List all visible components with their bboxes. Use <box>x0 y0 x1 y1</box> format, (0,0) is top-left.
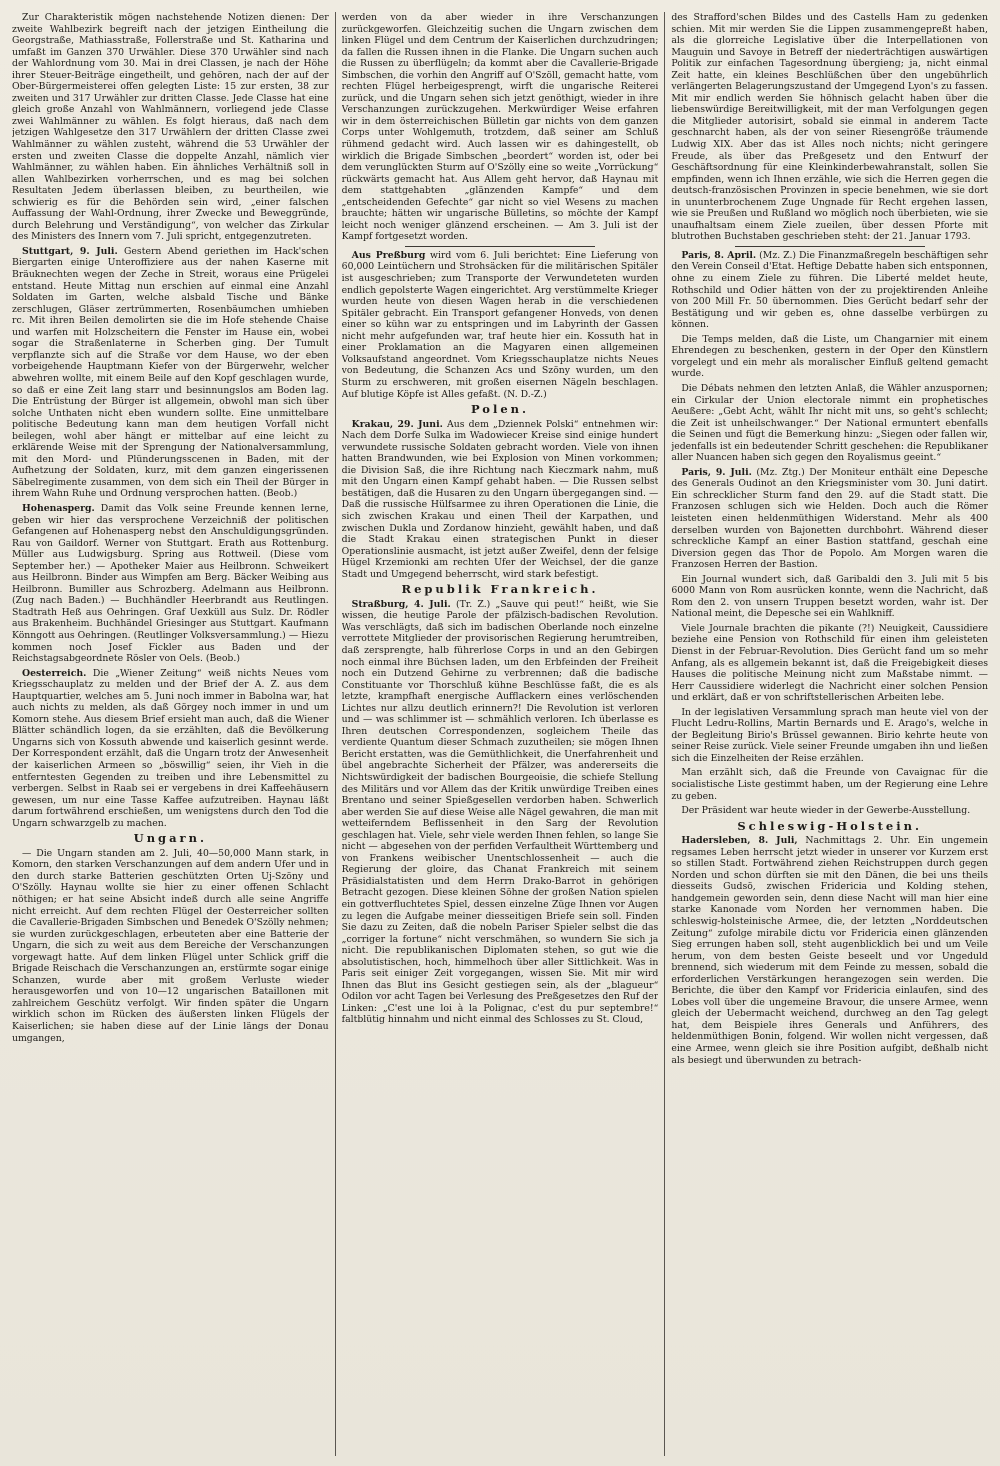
article-paragraph <box>671 623 988 704</box>
column-rule <box>664 12 665 1456</box>
article-text: Die Temps melden, daß die Liste, um Changarnier mit einem Ehrendegen zu beschenken, gestern in der Oper den Künstlern vorgelegt und ein mehr als moralischer Einfluß geltend gemacht wurde. <box>671 333 988 380</box>
article-paragraph <box>342 12 659 243</box>
column-left <box>12 12 329 1456</box>
article-text: (Mz. Ztg.) Der Moniteur enthält eine Depesche des Generals Oudinot an den Kriegsminister vom 30. Juni datirt. Ein schrecklicher Sturm fand den 29. auf die Stadt statt. Die Franzosen schlugen sich wie Helden. Doch auch die Römer leisteten einen heldenmüthigen Widerstand. Mehr als 400 derselben wurden von Bajonetten durchbohrt. Während dieser schreckliche Kampf an einer Bastion stattfand, geschah eine Diversion gegen das Thor de Popolo. Am Morgen waren die Franzosen Herren der Bastion. <box>671 466 988 571</box>
article-paragraph <box>342 250 659 400</box>
article-paragraph <box>671 250 988 331</box>
article-text: Nachmittags 2. Uhr. Ein ungemein regsames Leben herrscht jetzt wieder in unserer vor Kurzem erst so stillen Stadt. Fortwährend ziehen Reichstruppen durch gegen Norden und schon dürften sie mit den Dänen, die bei uns theils diesseits Gudsö, zwischen Fridericia und Kolding stehen, handgemein geworden sein, denn diese Nacht will man hier eine starke Kanonade vom Norden her vernommen haben. Die schleswig-holsteinische Armee, die, der letzten „Norddeutschen Zeitung“ zufolge mirabile dictu vor Fridericia einen glänzenden Sieg errungen haben soll, steht augenblicklich bei und um Veile herum, von dem besten Geiste beseelt und vor Ungeduld brennend, sich wiederum mit dem Feinde zu messen, sobald die erforderlichen Verstärkungen herangezogen sein werden. Die Berichte, die über den Kampf vor Fridericia einlaufen, sind des Lobes voll über die ungemeine Bravour, die unsere Armee, wenn gleich der Uebermacht weichend, durchweg an den Tag gelegt hat, dem Beispiele ihres Generals und Anführers, des heldenmüthigen Bonin, folgend. Wir wollen nicht vergessen, daß eine Armee, wenn gleich sie ihre Position aufgibt, deßhalb nicht als besiegt und überwunden zu betrach- <box>671 835 988 1066</box>
column-grid <box>12 12 988 1456</box>
article-text: Die „Wiener Zeitung“ weiß nichts Neues vom Kriegsschauplatz zu melden und der Brief der A. Z. aus dem Hauptquartier, welches am 5. Juni noch immer in Babolna war, hat auch nichts zu melden, als daß Görgey noch immer in und um Komorn stehe. Aus diesem Brief ersieht man auch, daß die Wiener Blätter schändlich logen, da sie erzählten, daß die Bevölkerung Ungarns sich von Kossuth abwende und kaiserlich gesinnt werde. Der Korrespondent erzählt, daß die Ungarn trotz der Anwesenheit der kaiserlichen Armeen so „böswillig“ seien, ihr Vieh in die entferntesten Gegenden zu treiben und ihre Lebensmittel zu verbergen. Selbst in Raab sei er vergebens in drei Kaffeehäusern gewesen, um nur eine Tasse Kaffee aufzutreiben. Haynau läßt darum fortwährend erschießen, um wenigstens durch den Tod die Ungarn schwarzgelb zu machen. <box>12 667 329 829</box>
article-text: Man erzählt sich, daß die Freunde von Cavaignac für die socialistische Liste gestimmt haben, um der Regierung eine Lehre zu geben. <box>671 767 988 802</box>
article-paragraph <box>671 574 988 620</box>
column-right <box>671 12 988 1456</box>
article-dateline: Hadersleben, 8. Juli, <box>681 835 798 847</box>
article-paragraph <box>12 246 329 500</box>
article-paragraph <box>342 419 659 581</box>
article-text: wird vom 6. Juli berichtet: Eine Lieferung von 60,000 Leintüchern und Strohsäcken für die militärischen Spitäler ist ausgeschrieben; zum Transporte der Verwundeteten wurden endlich gepolsterte Wagen eingerichtet. Arg verstümmelte Krieger wurden heute von diesen Wagen herab in die verschiedenen Spitäler gebracht. Ein Transport gefangener Honveds, von denen einer so kühn war zu entspringen und im Labyrinth der Gassen nicht mehr aufgefunden war, traf heute hier ein. Kossuth hat in einer Proklamation an die Magyaren einen allgemeinen Volksaufstand angeordnet. Vom Kriegsschauplatze nichts Neues von Bedeutung, die Schanzen Acs und Szöny wurden, um den Sturm zu erschweren, mit großen eisernen Nägeln beschlagen. Auf blutige Köpfe ist Alles gefaßt. (N. D.-Z.) <box>341 249 659 400</box>
article-dateline: Straßburg, 4. Juli. <box>351 598 451 610</box>
article-text: Gestern Abend geriethen im Hack'schen Biergarten einige Unteroffiziere aus der nahen Kaserne mit Bräuknechten wegen der Zeche in Streit, woraus eine Prügelei entstand. Heute Mittag nun erschien auf einmal eine Anzahl Soldaten im Garten, welche alsbald Tische und Bänke zerschlugen, Gläser zertrümmerten, Rosenbäumchen umhieben rc. Mit ihren Beilen demolirten sie die im Hofe stehende Chaise und warfen mit Holzscheitern die Fenster im Hause ein, wobei sogar die Straßenlaterne in Scherben ging. Der Tumult verpflanzte sich auf die Straße vor dem Hause, wo der eben vorbeigehende Hauptmann Kiefer von der Bürgerwehr, welcher abwehren wollte, mit einem Beile auf den Kopf geschlagen wurde, so daß er eine Zeit lang starr und besinnungslos am Boden lag. Die Entrüstung der Bürger ist allgemein, obwohl man sich über solche Unthaten nicht eben wundern sollte. Eine unmittelbare politische Bedeutung kann man dem heutigen Vorfall nicht beilegen, wohl aber hängt er mittelbar auf eine leicht zu erklärende Weise mit der Sprengung der Nationalversammlung, mit den Mord- und Plünderungsscenen in Baden, mit der Aufhetzung der Soldaten, kurz, mit dem ganzen eingerissenen Säbelregimente zusammen, von dem sich ein Theil der Bürger in ihrem Wahn Ruhe und Ordnung versprochen hatten. (Beob.) <box>12 245 329 500</box>
article-paragraph <box>12 503 329 665</box>
section-heading: Ungarn. <box>133 831 207 846</box>
article-text: (Tr. Z.) „Sauve qui peut!“ heißt, wie Sie wissen, die heutige Parole der pfälzisch-badischen Revolution. Was verschlägts, daß sich im badischen Oberlande noch einzelne verrottete Mitglieder der provisorischen Regierung herumtreiben, daß zersprengte, halb führerlose Corps in und an den Gebirgen noch einmal ihre Büchsen laden, um den Erbfeinden der Freiheit noch ein Dutzend Gehirne zu verbrennen; daß die badische Constituante vor Thorschluß kühne Beschlüsse faßt, die es als letzte, krampfhaft energische Aufflackern eines verlöschenden Lichtes nur allzu deutlich erinnern?! Die Revolution ist verloren und — was schlimmer ist — schmählich verloren. Ich überlasse es Ihren deutschen Correspondenzen, sogleichem Theile das verdiente Quantum dieser Schmach zuzutheilen; sie mögen Ihnen Bericht erstatten, was die Gemüthlichkeit, die Unerfahrenheit und übel angebrachte Sicherheit der Pfälzer, was andererseits die Nichtswürdigkeit der badischen Bourgeoisie, die schiefe Stellung des Militärs und vor Allem das der Kritik unwürdige Treiben eines Brentano und seiner Spießgesellen verdorben haben. Schwerlich aber werden Sie auf diese Weise alle Nägel gewahren, die man mit wetteiferndem Beflissenheit in den Sarg der Revolution geschlagen hat. Viele, sehr viele werden Ihnen fehlen, so lange Sie nicht — abgesehen von der perfiden Verfaultheit Württemberg und von Frankens weibischer Unentschlossenheit — auch die Regierung der gloire, das Chanat Frankreich mit seinem Präsidialstatisten und dem Herrn Drako-Barrot in gehörigen Betracht gezogen. Diese kleinen Söhne der großen Nation spielen ein gottverfluchtetes Spiel, dessen einzelne Züge Ihnen vor Augen zu legen die Aufgabe meiner diesseitigen Briefe sein soll. Finden Sie dazu zu Zeiten, daß die nobeln Pariser Spieler selbst die das „corriger la fortune“ nicht verschmähen, so wundern Sie sich ja nicht. Die republikanischen Diplomaten stehen, so gut wie die absolutistischen, hoch, himmelhoch über aller Sittlichkeit. Was in Paris seit einiger Zeit vorgegangen, wissen Sie. Mit mir wird Ihnen das Blut ins Gesicht gestiegen sein, als der „blagueur“ Odilon vor acht Tagen bei Verlesung des Preßgesetzes den Ruf der Linken: „C'est une loi à la Polignac, c'est du pur septembre!“ faltblütig hinnahm und nicht einmal des Schlosses zu St. Cloud, <box>341 598 659 1026</box>
article-text: Viele Journale brachten die pikante (?!) Neuigkeit, Caussidiere beziehe eine Pension von Rothschild für einen ihm geleisteten Dienst in der Februar-Revolution. Dies Gerücht fand um so mehr Anfang, als es allgemein bekannt ist, daß die Freigebigkeit dieses Hauses die politische Meinung nicht zum Maßstabe nimmt. — Herr Caussidiere widerlegt die Nachricht einer solchen Pension und erklärt, daß er von schriftstellerischen Arbeiten lebe. <box>671 622 988 704</box>
article-text: Zur Charakteristik mögen nachstehende Notizen dienen: Der zweite Wahlbezirk begreift nach der jetzigen Eintheilung die Georgstraße, Mathiasstraße, Follerstraße und St. Katharina und umfaßt im Ganzen 370 Urwähler. Diese 370 Urwähler sind nach der Wahlordnung vom 30. Mai in drei Classen, je nach der Höhe ihrer Steuer-Beiträge eingetheilt, und gehören, nach der auf der Ober-Bürgermeisterei offen gelegten Liste: 15 zur ersten, 38 zur zweiten und 317 Urwähler zur dritten Classe. Jede Classe hat eine gleich große Anzahl von Wahlmännern, vorliegend jede Classe zwei Wahlmänner zu wählen. Es folgt hieraus, daß nach dem jetzigen Wahlgesetze den 317 Urwählern der dritten Classe zwei Wahlmänner zu wählen zusteht, während die 53 Urwähler der ersten und zweiten Classe die doppelte Anzahl, nämlich vier Wahlmänner, zu wählen haben. Ein ähnliches Verhältniß soll in allen Wahlbezirken vorherrschen, und es mag bei solchen Resultaten Jedem überlassen bleiben, zu beurtheilen, wie schwierig es für die Behörden sein wird, „einer falschen Auffassung der Wahl-Ordnung, ihrer Zwecke und Beweggründe, durch Belehrung und Verständigung“, von welcher das Zirkular des Ministers des Innern vom 7. Juli spricht, entgegenzutreten. <box>12 12 329 243</box>
column-rule <box>335 12 336 1456</box>
section-divider <box>405 246 595 247</box>
article-text: werden von da aber wieder in ihre Verschanzungen zurückgeworfen. Gleichzeitig suchen die Ungarn zwischen dem linken Flügel und dem Centrum der Kaiserlichen durchzudringen; da fallen die Russen ihnen in die Flanke. Die Ungarn suchen auch die Russen zu überflügeln; da kommt aber die Cavallerie-Brigade Simbschen, die vorhin den Angriff auf O'Szöll, gemacht hatte, vom rechten Flügel herbeigesprengt, wirft die ungarische Reiterei zurück, und die Ungarn sehen sich jetzt genöthigt, wieder in ihre Verschanzungen zurückzugehen. Merkwürdiger Weise erfahren wir in dem österreichischen Bülletin gar nichts von dem ganzen Corps unter Wohlgemuth, trotzdem, daß seiner am Schluß rühmend gedacht wird. Auch lassen wir es dahingestellt, ob wirklich die Brigade Simbschen „beordert“ worden ist, oder bei dem verunglückten Sturm auf O'Szölly eine so weite „Vorrückung“ rückwärts gemacht hat. Aus Allem geht hervor, daß Haynau mit dem stattgehabten „glänzenden Kampfe“ und dem „entscheidenden Gefechte“ gar nicht so viel Wesens zu machen brauchte; hätten wir ungarische Bülletins, so möchte der Kampf leicht noch weniger glänzend erscheinen. — Am 3. Juli ist der Kampf fortgesetzt worden. <box>341 12 659 243</box>
section-divider <box>735 246 925 247</box>
article-paragraph <box>671 467 988 571</box>
article-dateline: Paris, 9. Juli. <box>681 466 752 478</box>
article-text: Ein Journal wundert sich, daß Garibaldi den 3. Juli mit 5 bis 6000 Mann von Rom ausrücken konnte, wenn die Nachricht, daß Rom den 2. von unsern Truppen besetzt worden, wahr ist. Der National meint, die Depesche sei ein Wahlkniff. <box>671 573 988 620</box>
article-text: Die Débats nehmen den letzten Anlaß, die Wähler anzuspornen; ein Cirkular der Union electorale nimmt ein prophetisches Aeußere: „Gebt Acht, wählt Ihr nicht mit uns, so geht's schlecht; die Zeit ist unheilschwanger.“ Der National ermuntert ebenfalls die Seinen und fügt die Bemerkung hinzu: „Siegen oder fallen wir, jedenfalls ist ein bedeutender Schritt geschehen: die Republikaner aller Nuancen haben sich gegen den Royalismus geeint.“ <box>671 382 988 464</box>
article-dateline: Krakau, 29. Juni. <box>351 418 443 430</box>
article-paragraph <box>671 12 988 243</box>
article-text: In der legislativen Versammlung sprach man heute viel von der Flucht Ledru-Rollins, Martin Bernards und E. Arago's, welche in der Begleitung Birio's Brüssel gewannen. Birio kehrte heute von seiner Reise zurück. Viele seiner Freunde umgaben ihn und ließen sich die Einzelheiten der Reise erzählen. <box>671 706 988 764</box>
article-text: Damit das Volk seine Freunde kennen lerne, geben wir hier das versprochene Verzeichniß der politischen Gefangenen auf Hohenasperg nebst den Anschuldigungsgründen. Rau von Gaildorf. Werner von Stuttgart. Erath aus Rottenburg. Müller aus Ludwigsburg. Spring aus Rottweil. (Diese vom September her.) — Apotheker Maier aus Heilbronn. Schweikert aus Heilbronn. Binder aus Wimpfen am Berg. Bäcker Weibing aus Heilbronn. Bumiller aus Schrozberg. Adelmann aus Heilbronn. (Zug nach Baden.) — Buchhändler Heerbrandt aus Reutlingen. Stadtrath Heß aus Oehringen. Graf Uexküll aus Sulz. Dr. Rödler aus Brakenheim. Buchhändel Griesinger aus Stuttgart. Kaufmann Könngott aus Oehringen. (Reutlinger Volksversammlung.) — Hiezu kommen noch Josef Fickler aus Baden und der Reichstagsabgeordnete Rösler von Oels. (Beob.) <box>12 502 329 665</box>
article-text: Der Präsident war heute wieder in der Gewerbe-Ausstellung. <box>681 805 971 817</box>
article-paragraph <box>12 668 329 830</box>
article-text: des Strafford'schen Bildes und des Castells Ham zu gedenken schien. Mit mir werden Sie die Lippen zusammengepreßt haben, als die glorreiche Legislative über die Interpellationen von Mauguin und Savoye in Betreff der niederträchtigen auswärtigen Politik zur einfachen Tagesordnung übergieng; ja, nicht einmal Zeit hatte, ein kleines Beschlüßchen über den ungebührlich verlängerten Belagerungszustand der Umgegend Lyon's zu fassen. Mit mir endlich werden Sie höhnisch gelacht haben über die liebenswürdige Bereitwilligkeit, mit der man Verfolgungen gegen die Mitglieder autorisirt, sobald sie einmal in anderem Tacte geschnarcht haben, als der von seiner Riesengröße träumende Ludwig XIX. Aber das ist Alles noch nichts; nicht geringere Freude, als über das Preßgesetz und den Entwurf der Geschäftsordnung für eine Kleinkinderbewahranstalt, sollen Sie empfinden, wenn ich Ihnen erzähle, wie sich die Herren gegen die deutsch-französischen Provinzen in specie benehmen, wie sie dort in ununterbrochenem Zuge Ungnade für Recht ergehen lassen, wie sie Preußen und Rußland wo möglich noch überbieten, wie sie unaufhaltsam einem Ziele zueilen, über dessen Pforte mit blutrothen Buchstaben geschrieben steht: der 21. Januar 1793. <box>671 12 988 243</box>
article-dateline: Oesterreich. <box>22 667 87 679</box>
section-heading: Schleswig-Holstein. <box>737 818 922 833</box>
article-paragraph <box>671 767 988 802</box>
article-paragraph <box>671 805 988 817</box>
article-dateline: Aus Preßburg <box>351 249 426 261</box>
article-text: — Die Ungarn standen am 2. Juli, 40—50,000 Mann stark, in Komorn, den starken Verschanzungen auf dem andern Ufer und in den durch starke Batterien geschützten Orten Uj-Szöny und O'Szölly. Haynau wollte sie hier zu einer offenen Schlacht nöthigen; er hat seine Absicht indeß durch alle seine Angriffe nicht erreicht. Auf dem rechten Flügel der Oesterreicher sollten die Cavallerie-Brigaden Simbschen und Benedek O'Szölly nehmen; sie wurden zurückgeschlagen, erbeuteten aber eine Batterie der Ungarn, die sich zu weit aus dem Bereiche der Verschanzungen vorgewagt hatte. Auf dem linken Flügel unter Schlick griff die Brigade Reischach die Verschanzungen an, erstürmte sogar einige Schanzen, wurde aber mit großem Verluste wieder herausgeworfen und von 10—12 ungarischen Bataillonen mit zahlreichem Geschütz verfolgt. Wir finden später die Ungarn wirklich schon im Rücken des äußersten linken Flügels der Kaiserlichen; sie haben diese auf der Linie längs der Donau umgangen, <box>12 847 329 1044</box>
article-text: Aus dem „Dziennek Polski“ entnehmen wir: Nach dem Dorfe Sulka im Wadowiecer Kreise sind einige hundert verwundete russische Soldaten gebracht worden. Viele von ihnen hatten Brandwunden, wie bei Explosion von Minen vorkommen; die Division Saß, die ihre Richtung nach Kieczmark nahm, muß mit den Ungarn einen Kampf gehabt haben. — Die Russen selbst bestätigen, daß die Husaren zu den Ungarn übergegangen sind. — Daß die russische Hülfsarmee zu ihren Operationen die Linie, die sich zwischen Krakau und einen Theil der Karpathen, und zwischen Dukla und Zordanow hinzieht, gewählt haben, und daß die Stadt Krakau einen strategischen Punkt in dieser Operationslinie ausmacht, ist jetzt außer Zweifel, denn der felsige Hügel Krzemionki am rechten Ufer der Weichsel, der die ganze Stadt und Umgegend beherrscht, wird stark befestigt. <box>341 418 659 580</box>
section-heading: Polen. <box>470 402 530 417</box>
section-heading: Republik Frankreich. <box>401 582 599 597</box>
column-middle <box>342 12 659 1456</box>
article-dateline: Stuttgart, 9. Juli. <box>22 245 118 257</box>
article-dateline: Hohenasperg. <box>22 502 95 514</box>
article-paragraph <box>12 12 329 243</box>
article-paragraph <box>671 334 988 380</box>
article-text: (Mz. Z.) Die Finanzmaßregeln beschäftigen sehr den Verein Conseil d'Etat. Heftige Debatte haben sich entsponnen, ohne zu einem Ziele zu führen. Die Liberté meldet heute, Rothschild und Odier hätten von der zu projektirenden Anleihe von 200 Mill Fr. 50 übernommen. Dies Gerücht bedarf sehr der Bestätigung und wir geben es, ohne dasselbe verbürgen zu können. <box>671 249 988 331</box>
article-paragraph <box>671 835 988 1066</box>
article-paragraph <box>671 707 988 765</box>
article-paragraph <box>671 383 988 464</box>
article-dateline: Paris, 8. April. <box>681 249 757 261</box>
article-paragraph <box>12 848 329 1044</box>
article-paragraph <box>342 599 659 1026</box>
